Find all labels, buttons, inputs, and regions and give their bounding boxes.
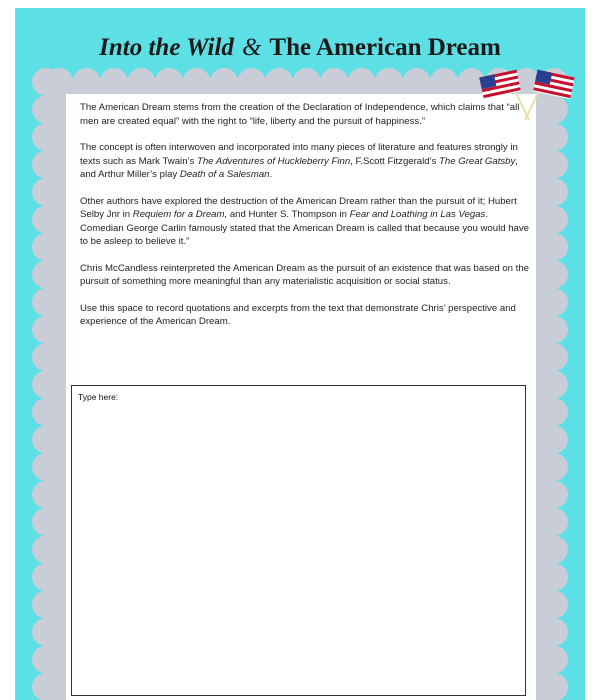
page-title bbox=[15, 34, 585, 62]
paragraph-declaration: The American Dream stems from the creation of the Declaration of Independence, which claims that “all men are created equal” with the right to “life, liberty and the pursuit of happiness.” bbox=[80, 102, 520, 127]
paragraph-instructions: Use this space to record quotations and excerpts from the text that demonstrate Chris’ perspective and experience of the American Dream. bbox=[80, 302, 516, 327]
paragraph-literature: The concept is often interwoven and incorporated into many pieces of literature and features strongly in texts such as Mark Twain’s The Adventures of Huckleberry Finn, F.Scott Fitzgerald’s The Great Gatsby, and Arthur Miller’s play Death of a Salesman. bbox=[80, 142, 518, 180]
response-label: Type here: bbox=[78, 392, 119, 402]
worksheet-page bbox=[15, 8, 585, 700]
paragraph-destruction: Other authors have explored the destruction of the American Dream rather than the pursuit of it; Hubert Selby Jnr in Requiem for a Dream, and Hunter S. Thompson in Fear and Loathing in Las Vegas. Comedian George Carlin famously stated that the American Dream is called that because you would have to be asleep to believe it.” bbox=[80, 195, 530, 247]
paragraph-mccandless: Chris McCandless reinterpreted the American Dream as the pursuit of an existence that was based on the pursuit of something more meaningful than any materialistic acquisition or social status. bbox=[80, 262, 530, 287]
response-text-area[interactable] bbox=[71, 385, 526, 696]
title-book: Into the Wild bbox=[99, 34, 234, 61]
title-theme: The American Dream bbox=[269, 34, 501, 61]
worksheet-text bbox=[80, 101, 530, 342]
title-ampersand: & bbox=[242, 34, 262, 61]
